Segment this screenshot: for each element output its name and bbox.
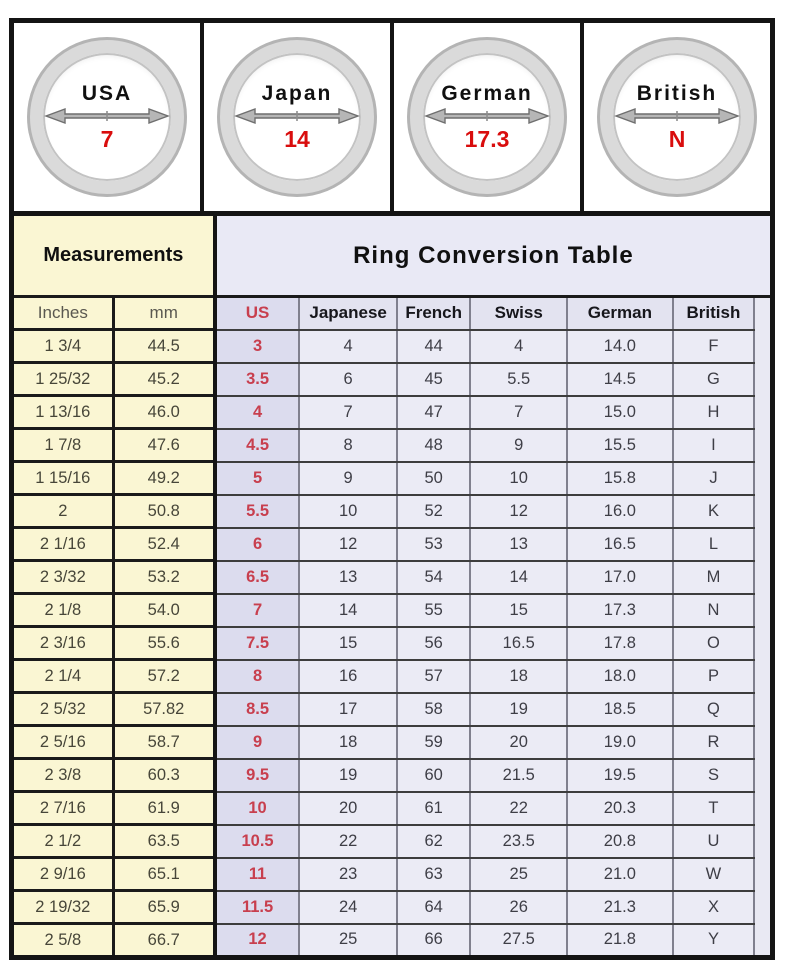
ring-cell-british xyxy=(584,23,770,211)
ring-size-value: 14 xyxy=(284,126,310,152)
table-row xyxy=(12,594,773,627)
spacer-column xyxy=(754,759,772,792)
ring-size-chart xyxy=(9,18,775,960)
ring-cell-german xyxy=(394,23,584,211)
cell-us: 3.5 xyxy=(215,363,300,396)
spacer-column xyxy=(754,891,772,924)
cell-british: R xyxy=(673,726,755,759)
table-row xyxy=(12,363,773,396)
ring-illustrations-row xyxy=(9,18,775,216)
cell-british: U xyxy=(673,825,755,858)
column-header-mm: mm xyxy=(113,297,215,330)
spacer-column xyxy=(754,528,772,561)
table-row xyxy=(12,627,773,660)
cell-us: 4 xyxy=(215,396,300,429)
cell-japanese: 22 xyxy=(299,825,397,858)
cell-us: 4.5 xyxy=(215,429,300,462)
column-header-row xyxy=(12,297,773,330)
cell-inches: 2 5/32 xyxy=(12,693,114,726)
spacer-column xyxy=(754,660,772,693)
cell-inches: 2 1/8 xyxy=(12,594,114,627)
cell-british: M xyxy=(673,561,755,594)
cell-german: 21.0 xyxy=(567,858,673,891)
cell-japanese: 4 xyxy=(299,330,397,363)
column-header-swiss: Swiss xyxy=(470,297,567,330)
cell-inches: 1 25/32 xyxy=(12,363,114,396)
cell-mm: 54.0 xyxy=(113,594,215,627)
cell-us: 9.5 xyxy=(215,759,300,792)
cell-japanese: 14 xyxy=(299,594,397,627)
cell-swiss: 5.5 xyxy=(470,363,567,396)
cell-german: 16.0 xyxy=(567,495,673,528)
cell-japanese: 13 xyxy=(299,561,397,594)
cell-british: X xyxy=(673,891,755,924)
column-header-french: French xyxy=(397,297,470,330)
cell-us: 5 xyxy=(215,462,300,495)
spacer-column xyxy=(754,924,772,958)
cell-inches: 2 3/16 xyxy=(12,627,114,660)
cell-inches: 2 3/32 xyxy=(12,561,114,594)
cell-japanese: 15 xyxy=(299,627,397,660)
table-row xyxy=(12,462,773,495)
cell-us: 6 xyxy=(215,528,300,561)
table-row xyxy=(12,726,773,759)
ring-icon xyxy=(410,40,564,194)
cell-inches: 1 15/16 xyxy=(12,462,114,495)
cell-japanese: 7 xyxy=(299,396,397,429)
cell-inches: 2 1/4 xyxy=(12,660,114,693)
cell-french: 52 xyxy=(397,495,470,528)
ring-size-value: 17.3 xyxy=(464,126,510,152)
cell-mm: 50.8 xyxy=(113,495,215,528)
cell-inches: 2 5/8 xyxy=(12,924,114,958)
cell-french: 45 xyxy=(397,363,470,396)
cell-german: 21.8 xyxy=(567,924,673,958)
cell-japanese: 6 xyxy=(299,363,397,396)
cell-japanese: 8 xyxy=(299,429,397,462)
cell-us: 11.5 xyxy=(215,891,300,924)
cell-british: S xyxy=(673,759,755,792)
spacer-column xyxy=(754,792,772,825)
spacer-column xyxy=(754,594,772,627)
cell-british: Y xyxy=(673,924,755,958)
ring-size-value: 7 xyxy=(100,126,114,152)
cell-swiss: 27.5 xyxy=(470,924,567,958)
spacer-column xyxy=(754,495,772,528)
ring-country-label: USA xyxy=(81,82,133,105)
ring-country-label: German xyxy=(441,82,533,105)
column-header-inches: Inches xyxy=(12,297,114,330)
cell-german: 20.3 xyxy=(567,792,673,825)
cell-swiss: 13 xyxy=(470,528,567,561)
cell-french: 57 xyxy=(397,660,470,693)
cell-inches: 2 9/16 xyxy=(12,858,114,891)
table-row xyxy=(12,924,773,958)
page-title: Ring Conversion Table xyxy=(215,216,773,297)
cell-us: 9 xyxy=(215,726,300,759)
cell-mm: 61.9 xyxy=(113,792,215,825)
cell-german: 15.8 xyxy=(567,462,673,495)
ring-conversion-table xyxy=(9,216,775,960)
ring-country-label: Japan xyxy=(261,82,333,105)
cell-us: 10 xyxy=(215,792,300,825)
spacer-column xyxy=(754,858,772,891)
cell-japanese: 12 xyxy=(299,528,397,561)
cell-us: 3 xyxy=(215,330,300,363)
diameter-arrow-icon xyxy=(424,106,550,126)
spacer-column xyxy=(754,363,772,396)
cell-mm: 60.3 xyxy=(113,759,215,792)
spacer-column xyxy=(754,297,772,330)
cell-inches: 1 13/16 xyxy=(12,396,114,429)
cell-british: L xyxy=(673,528,755,561)
cell-french: 53 xyxy=(397,528,470,561)
cell-british: W xyxy=(673,858,755,891)
cell-german: 16.5 xyxy=(567,528,673,561)
table-row xyxy=(12,825,773,858)
section-header-row xyxy=(12,216,773,297)
cell-british: G xyxy=(673,363,755,396)
cell-french: 56 xyxy=(397,627,470,660)
cell-inches: 2 3/8 xyxy=(12,759,114,792)
cell-french: 61 xyxy=(397,792,470,825)
cell-us: 7.5 xyxy=(215,627,300,660)
table-row xyxy=(12,528,773,561)
cell-mm: 66.7 xyxy=(113,924,215,958)
cell-us: 6.5 xyxy=(215,561,300,594)
cell-swiss: 22 xyxy=(470,792,567,825)
cell-swiss: 19 xyxy=(470,693,567,726)
cell-japanese: 18 xyxy=(299,726,397,759)
cell-german: 17.8 xyxy=(567,627,673,660)
cell-french: 48 xyxy=(397,429,470,462)
cell-french: 63 xyxy=(397,858,470,891)
table-row xyxy=(12,330,773,363)
cell-french: 60 xyxy=(397,759,470,792)
cell-swiss: 16.5 xyxy=(470,627,567,660)
cell-british: N xyxy=(673,594,755,627)
cell-french: 64 xyxy=(397,891,470,924)
table-row xyxy=(12,693,773,726)
cell-japanese: 9 xyxy=(299,462,397,495)
cell-inches: 2 1/2 xyxy=(12,825,114,858)
cell-mm: 65.9 xyxy=(113,891,215,924)
cell-british: F xyxy=(673,330,755,363)
cell-inches: 1 7/8 xyxy=(12,429,114,462)
cell-british: K xyxy=(673,495,755,528)
cell-mm: 46.0 xyxy=(113,396,215,429)
table-row xyxy=(12,429,773,462)
cell-swiss: 4 xyxy=(470,330,567,363)
ring-size-value: N xyxy=(668,126,686,152)
table-row xyxy=(12,792,773,825)
cell-french: 66 xyxy=(397,924,470,958)
cell-mm: 55.6 xyxy=(113,627,215,660)
cell-us: 5.5 xyxy=(215,495,300,528)
ring-icon xyxy=(220,40,374,194)
cell-swiss: 20 xyxy=(470,726,567,759)
spacer-column xyxy=(754,825,772,858)
cell-inches: 2 xyxy=(12,495,114,528)
spacer-column xyxy=(754,693,772,726)
ring-icon xyxy=(30,40,184,194)
cell-mm: 57.82 xyxy=(113,693,215,726)
column-header-us: US xyxy=(215,297,300,330)
cell-swiss: 26 xyxy=(470,891,567,924)
spacer-column xyxy=(754,396,772,429)
cell-british: O xyxy=(673,627,755,660)
cell-us: 8.5 xyxy=(215,693,300,726)
cell-mm: 63.5 xyxy=(113,825,215,858)
cell-german: 15.5 xyxy=(567,429,673,462)
cell-mm: 53.2 xyxy=(113,561,215,594)
cell-us: 12 xyxy=(215,924,300,958)
cell-german: 17.0 xyxy=(567,561,673,594)
cell-swiss: 25 xyxy=(470,858,567,891)
cell-mm: 44.5 xyxy=(113,330,215,363)
column-header-japanese: Japanese xyxy=(299,297,397,330)
cell-swiss: 7 xyxy=(470,396,567,429)
cell-french: 58 xyxy=(397,693,470,726)
cell-german: 21.3 xyxy=(567,891,673,924)
ring-cell-usa xyxy=(14,23,204,211)
cell-us: 10.5 xyxy=(215,825,300,858)
cell-swiss: 21.5 xyxy=(470,759,567,792)
cell-japanese: 25 xyxy=(299,924,397,958)
cell-mm: 47.6 xyxy=(113,429,215,462)
spacer-column xyxy=(754,330,772,363)
diameter-arrow-icon xyxy=(614,106,740,126)
cell-german: 17.3 xyxy=(567,594,673,627)
cell-french: 54 xyxy=(397,561,470,594)
cell-swiss: 23.5 xyxy=(470,825,567,858)
cell-japanese: 24 xyxy=(299,891,397,924)
spacer-column xyxy=(754,429,772,462)
spacer-column xyxy=(754,627,772,660)
cell-us: 8 xyxy=(215,660,300,693)
ring-country-label: British xyxy=(636,82,718,105)
measurements-header: Measurements xyxy=(12,216,215,297)
cell-mm: 65.1 xyxy=(113,858,215,891)
cell-mm: 45.2 xyxy=(113,363,215,396)
cell-german: 20.8 xyxy=(567,825,673,858)
cell-german: 18.0 xyxy=(567,660,673,693)
cell-german: 14.0 xyxy=(567,330,673,363)
cell-mm: 52.4 xyxy=(113,528,215,561)
cell-inches: 2 7/16 xyxy=(12,792,114,825)
cell-us: 11 xyxy=(215,858,300,891)
cell-japanese: 20 xyxy=(299,792,397,825)
column-header-british: British xyxy=(673,297,755,330)
cell-german: 15.0 xyxy=(567,396,673,429)
table-row xyxy=(12,396,773,429)
table-row xyxy=(12,891,773,924)
cell-swiss: 9 xyxy=(470,429,567,462)
cell-british: J xyxy=(673,462,755,495)
cell-mm: 49.2 xyxy=(113,462,215,495)
cell-french: 55 xyxy=(397,594,470,627)
table-row xyxy=(12,561,773,594)
cell-swiss: 12 xyxy=(470,495,567,528)
cell-swiss: 14 xyxy=(470,561,567,594)
cell-french: 47 xyxy=(397,396,470,429)
spacer-column xyxy=(754,462,772,495)
cell-japanese: 16 xyxy=(299,660,397,693)
cell-french: 50 xyxy=(397,462,470,495)
table-row xyxy=(12,660,773,693)
cell-british: T xyxy=(673,792,755,825)
cell-british: Q xyxy=(673,693,755,726)
cell-inches: 2 19/32 xyxy=(12,891,114,924)
cell-japanese: 10 xyxy=(299,495,397,528)
cell-mm: 58.7 xyxy=(113,726,215,759)
cell-french: 62 xyxy=(397,825,470,858)
table-row xyxy=(12,858,773,891)
cell-french: 44 xyxy=(397,330,470,363)
diameter-arrow-icon xyxy=(44,106,170,126)
cell-swiss: 15 xyxy=(470,594,567,627)
ring-cell-japan xyxy=(204,23,394,211)
cell-british: I xyxy=(673,429,755,462)
table-row xyxy=(12,495,773,528)
table-row xyxy=(12,759,773,792)
cell-inches: 1 3/4 xyxy=(12,330,114,363)
spacer-column xyxy=(754,726,772,759)
cell-swiss: 10 xyxy=(470,462,567,495)
cell-inches: 2 5/16 xyxy=(12,726,114,759)
cell-british: H xyxy=(673,396,755,429)
cell-german: 19.0 xyxy=(567,726,673,759)
cell-french: 59 xyxy=(397,726,470,759)
cell-german: 19.5 xyxy=(567,759,673,792)
spacer-column xyxy=(754,561,772,594)
column-header-german: German xyxy=(567,297,673,330)
cell-german: 14.5 xyxy=(567,363,673,396)
cell-british: P xyxy=(673,660,755,693)
cell-japanese: 19 xyxy=(299,759,397,792)
cell-mm: 57.2 xyxy=(113,660,215,693)
diameter-arrow-icon xyxy=(234,106,360,126)
cell-german: 18.5 xyxy=(567,693,673,726)
cell-swiss: 18 xyxy=(470,660,567,693)
cell-inches: 2 1/16 xyxy=(12,528,114,561)
cell-japanese: 23 xyxy=(299,858,397,891)
cell-us: 7 xyxy=(215,594,300,627)
cell-japanese: 17 xyxy=(299,693,397,726)
ring-icon xyxy=(600,40,754,194)
